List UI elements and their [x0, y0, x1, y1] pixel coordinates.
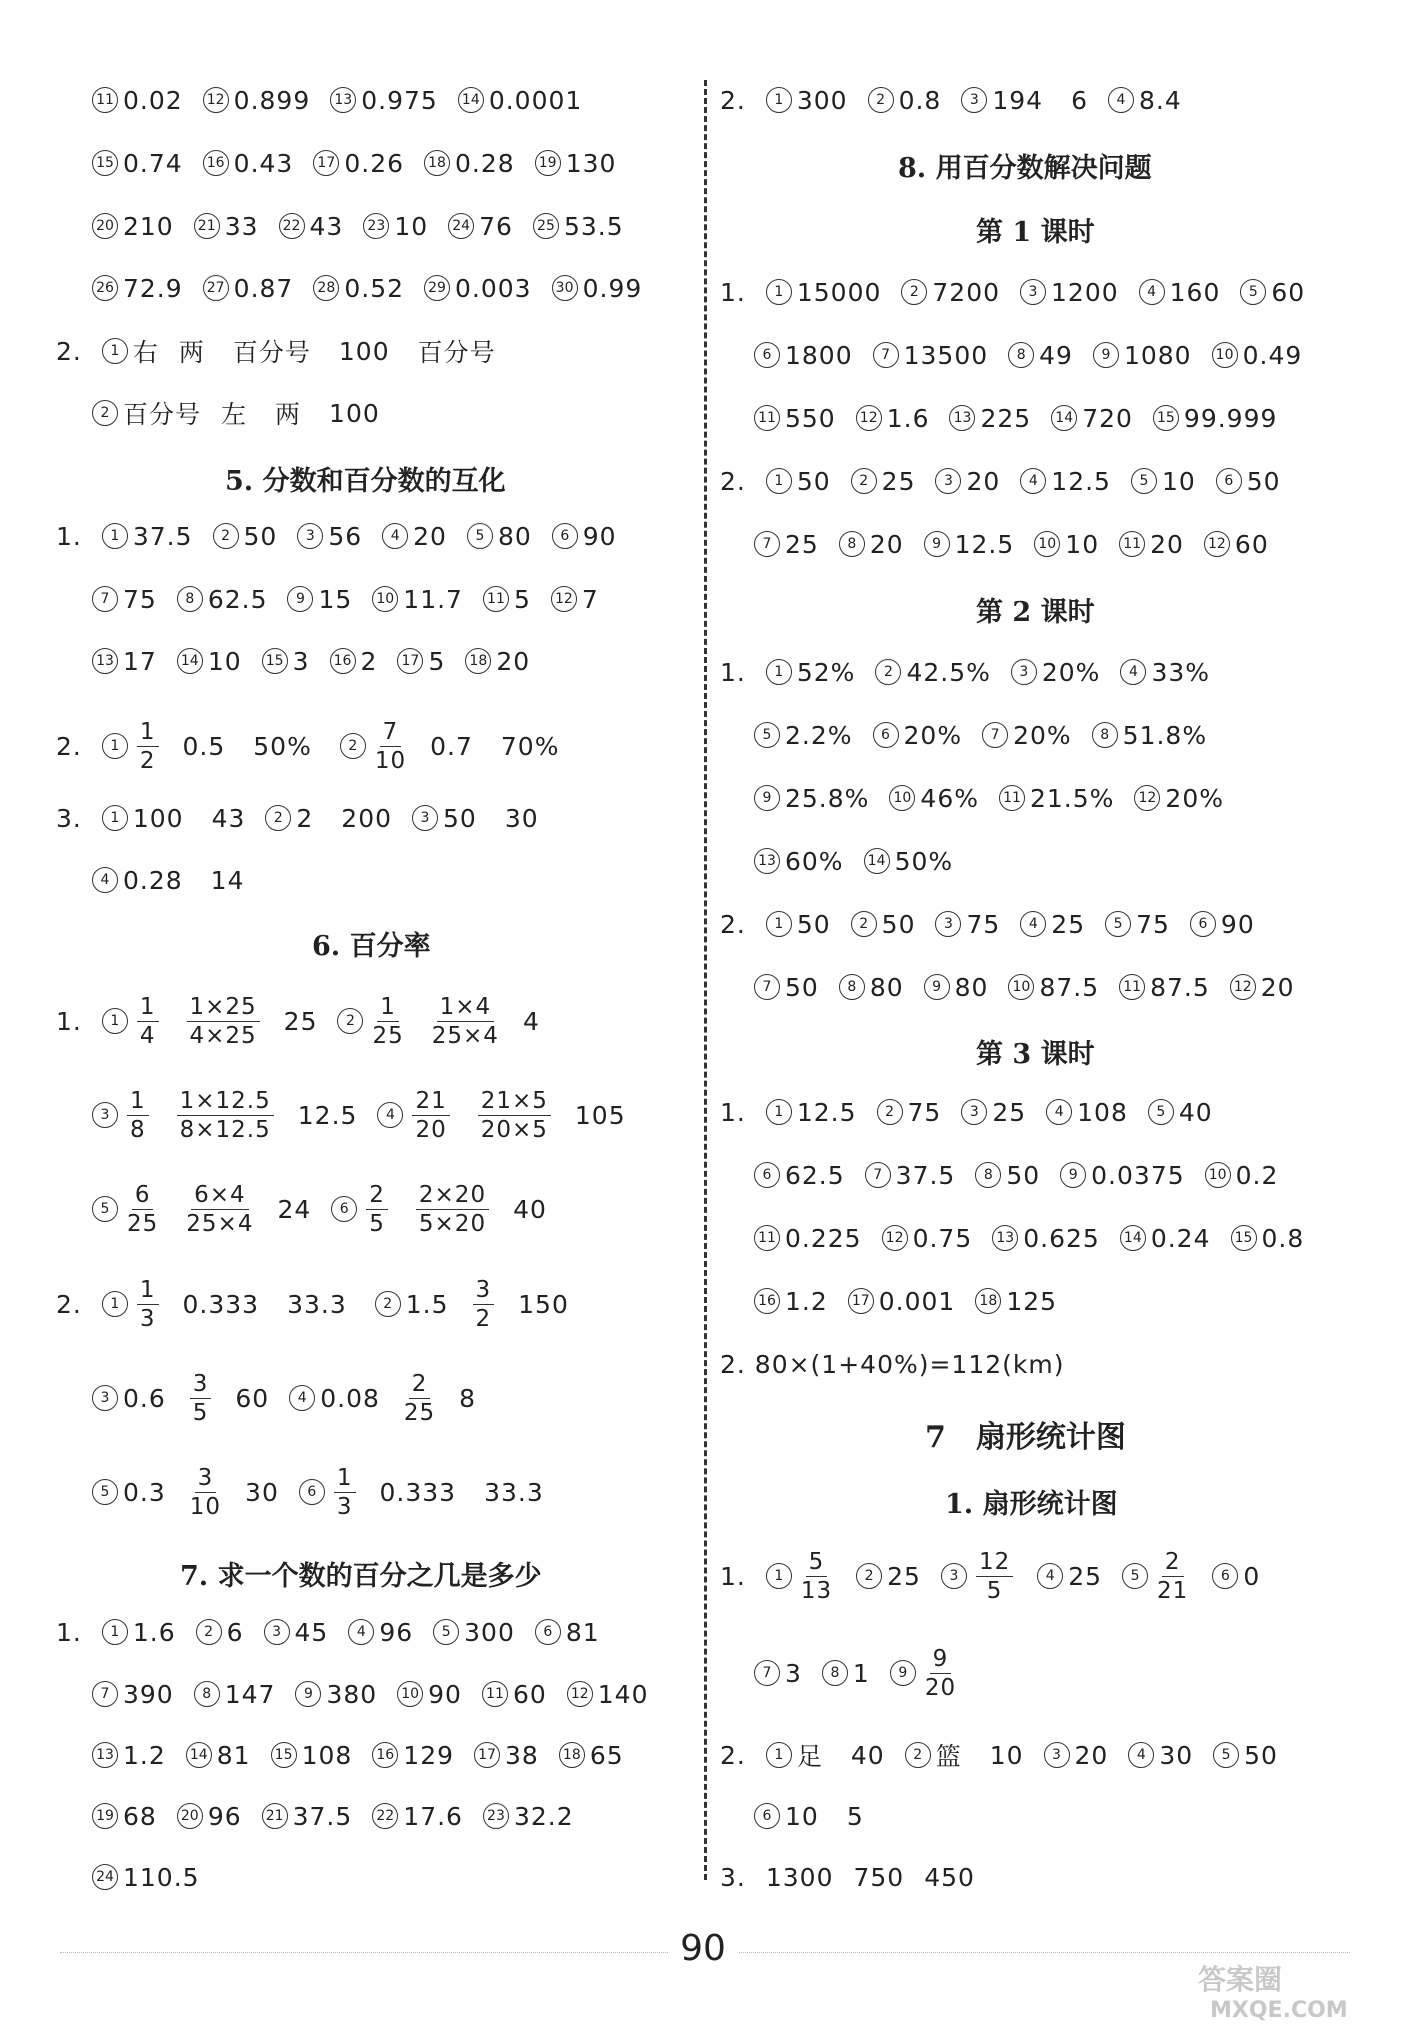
answer-line: 11 0.02 12 0.899 13 0.975 14 0.0001 — [92, 78, 602, 122]
answer-line: 1. 1 1.6 2 6 3 45 4 96 5 300 6 81 — [56, 1617, 600, 1647]
answer-line: 6 1800 7 13500 8 49 9 1080 10 0.49 — [754, 333, 1322, 377]
answer-line: 4 0.28 14 — [92, 858, 264, 902]
answer-line: 3. 1 100 43 2 2 200 3 50 30 — [56, 803, 539, 833]
answer-line: 24 110.5 — [92, 1855, 220, 1899]
section-heading: 6. 百分率 — [312, 931, 431, 962]
answer-line: 2. 1 右 两 百分号 100 百分号 — [56, 336, 496, 367]
answer-line: 2. 1 $\frac{1}{2}$ 0.5 50% 2 $\frac{7}{10}$ 0.7 70% — [56, 718, 560, 774]
answer-line: 16 1.2 17 0.001 18 125 — [754, 1279, 1077, 1323]
answer-line: 13 17 14 10 15 3 16 2 17 5 18 20 — [92, 639, 550, 683]
watermark-url: MXQE.COM — [1210, 1998, 1348, 2023]
answer-line: 6 62.5 7 37.5 8 50 9 0.0375 10 0.2 — [754, 1153, 1298, 1197]
answer-line: 3. 1300 750 450 — [720, 1862, 975, 1892]
answer-line: 2 百分号 左 两 100 — [92, 391, 400, 435]
answer-line: 5 2.2% 6 20% 7 20% 8 51.8% — [754, 713, 1227, 757]
section-heading: 1. 扇形统计图 — [945, 1489, 1118, 1520]
answer-line: 7 50 8 80 9 80 10 87.5 11 87.5 12 20 — [754, 965, 1315, 1009]
answer-line: 15 0.74 16 0.43 17 0.26 18 0.28 19 130 — [92, 141, 636, 185]
answer-line: 2. 1 300 2 0.8 3 194 6 4 8.4 — [720, 85, 1182, 115]
section-heading: 5. 分数和百分数的互化 — [225, 466, 506, 497]
answer-line: 5 $\frac{6}{25}$ $\frac{6\times 4}{25\times 4}$ 24 6 $\frac{2}{5}$ $\frac{2\times 20}{5\times 20}$ 40 — [92, 1178, 567, 1240]
answer-line: 1. 1 12.5 2 75 3 25 4 108 5 40 — [720, 1097, 1213, 1127]
lesson-heading: 第 1 课时 — [976, 217, 1095, 248]
answer-line: 2. 1 50 2 50 3 75 4 25 5 75 6 90 — [720, 909, 1255, 939]
watermark-logo: 答案圈 — [1198, 1963, 1283, 1996]
answer-line: 9 25.8% 10 46% 11 21.5% 12 20% — [754, 776, 1244, 820]
answer-line: 2. 80×(1+40%)=112(km) — [720, 1349, 1065, 1379]
answer-line: 2. 1 50 2 25 3 20 4 12.5 5 10 6 50 — [720, 466, 1281, 496]
answer-line: 7 25 8 20 9 12.5 10 10 11 20 12 60 — [754, 522, 1289, 566]
answer-line: 1. 1 $\frac{5}{13}$ 2 25 3 $\frac{12}{5}$ 4 25 5 $\frac{2}{21}$ 6 0 — [720, 1548, 1261, 1604]
answer-line: 1. 1 $\frac{1}{4}$ $\frac{1\times 25}{4\times 25}$ 25 2 $\frac{1}{25}$ $\frac{1\times 4}{25\times 4}$ 4 — [56, 993, 540, 1049]
unit-heading: 7 扇形统计图 — [925, 1420, 1126, 1455]
answer-line: 7 75 8 62.5 9 15 10 11.7 11 5 12 7 — [92, 577, 619, 621]
answer-line: 3 0.6 $\frac{3}{5}$ 60 4 0.08 $\frac{2}{25}$ 8 — [92, 1367, 496, 1429]
answer-line: 6 10 5 — [754, 1794, 884, 1838]
answer-line: 2. 1 足 40 2 篮 10 3 20 4 30 5 50 — [720, 1740, 1278, 1771]
answer-line: 1. 1 37.5 2 50 3 56 4 20 5 80 6 90 — [56, 521, 617, 551]
page-number: 90 — [668, 1928, 738, 1969]
section-heading: 7. 求一个数的百分之几是多少 — [180, 1561, 542, 1592]
answer-line: 2. 1 $\frac{1}{3}$ 0.333 33.3 2 1.5 $\frac{3}{2}$ 150 — [56, 1276, 569, 1332]
answer-line: 1. 1 52% 2 42.5% 3 20% 4 33% — [720, 657, 1211, 687]
answer-line: 13 1.2 14 81 15 108 16 129 17 38 18 65 — [92, 1733, 644, 1777]
answer-line: 3 $\frac{1}{8}$ $\frac{1\times 12.5}{8\times 12.5}$ 12.5 4 $\frac{21}{20}$ $\frac{21\times 5}{20\times 5}$ 105 — [92, 1084, 646, 1146]
section-heading: 8. 用百分数解决问题 — [898, 153, 1152, 184]
answer-line: 11 550 12 1.6 13 225 14 720 15 99.999 — [754, 396, 1297, 440]
answer-line: 5 0.3 $\frac{3}{10}$ 30 6 $\frac{1}{3}$ 0.333 33.3 — [92, 1461, 564, 1523]
answer-line: 7 390 8 147 9 380 10 90 11 60 12 140 — [92, 1672, 669, 1716]
answer-line: 7 3 8 1 9 $\frac{9}{20}$ — [754, 1642, 980, 1704]
column-divider — [704, 80, 707, 1880]
answer-line: 13 60% 14 50% — [754, 839, 973, 883]
answer-line: 26 72.9 27 0.87 28 0.52 29 0.003 30 0.99 — [92, 266, 662, 310]
lesson-heading: 第 2 课时 — [976, 597, 1095, 628]
answer-line: 19 68 20 96 21 37.5 22 17.6 23 32.2 — [92, 1794, 594, 1838]
answer-line: 1. 1 15000 2 7200 3 1200 4 160 5 60 — [720, 277, 1306, 307]
answer-line: 11 0.225 12 0.75 13 0.625 14 0.24 15 0.8 — [754, 1216, 1324, 1260]
lesson-heading: 第 3 课时 — [976, 1039, 1095, 1070]
answer-line: 20 210 21 33 22 43 23 10 24 76 25 53.5 — [92, 204, 644, 248]
